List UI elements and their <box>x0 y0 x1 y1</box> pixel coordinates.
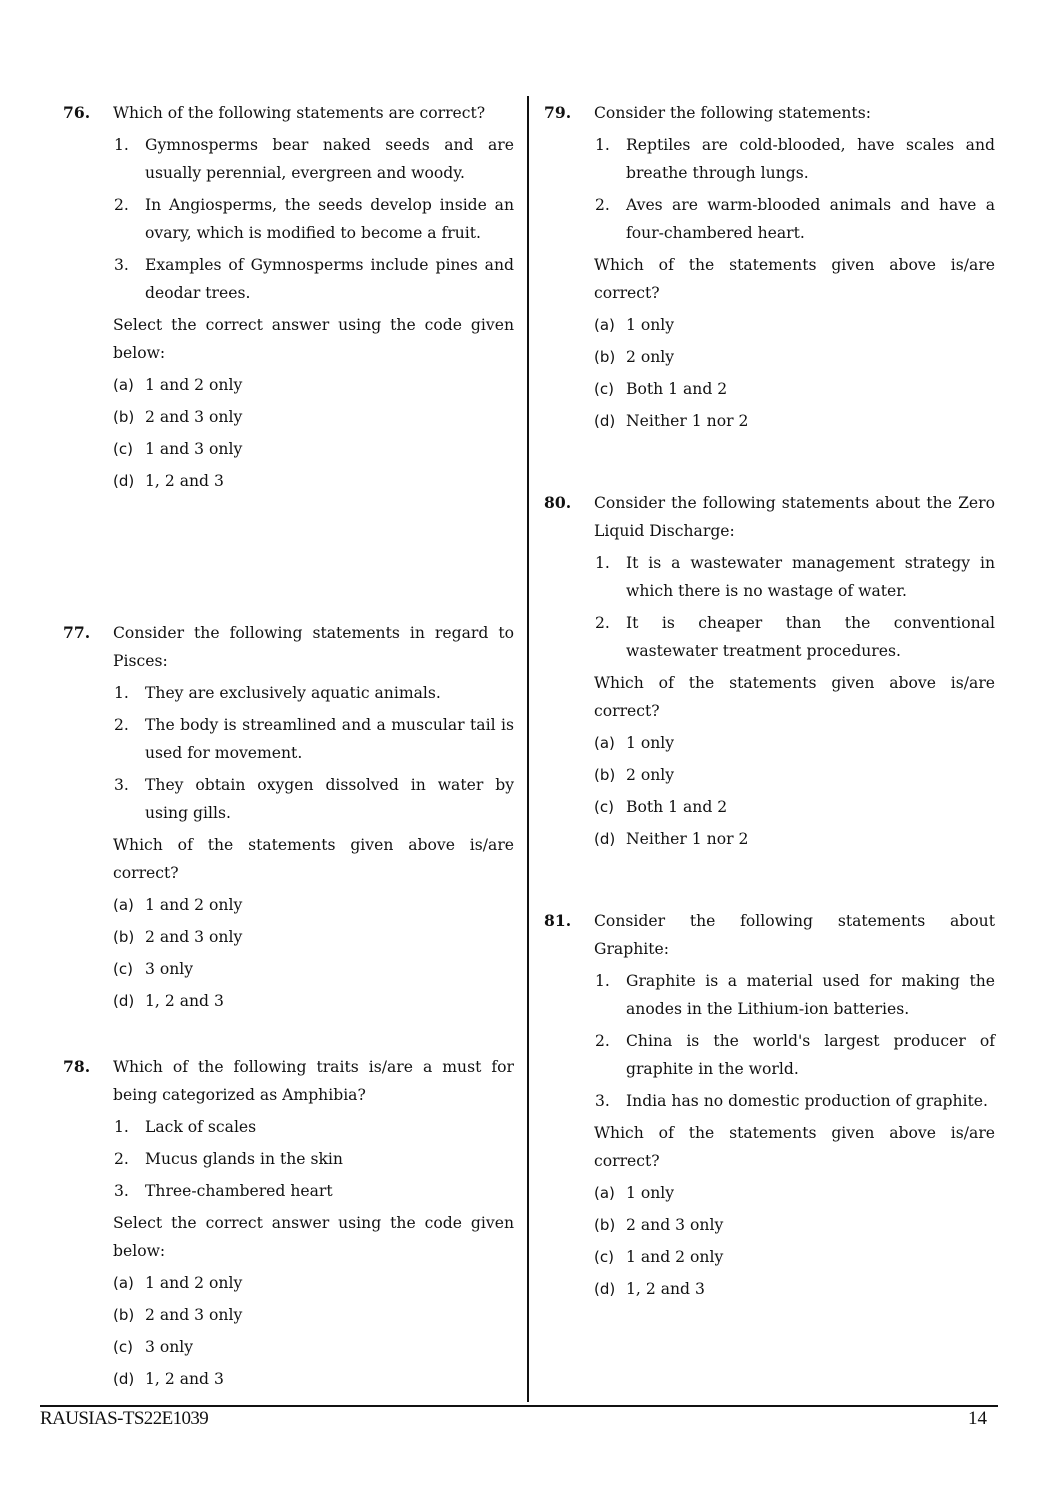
answer-option <box>113 1269 514 1297</box>
statement-item <box>594 1027 995 1083</box>
question-stem: Consider the following statements about Graphite: <box>594 912 995 958</box>
statement-item <box>113 131 514 187</box>
option-label: (b) <box>594 348 616 366</box>
statement-item <box>113 1113 514 1141</box>
statement-number: 2. <box>114 1150 129 1168</box>
question-instruction: Which of the statements given above is/are correct? <box>594 674 995 720</box>
question-body <box>113 1053 514 1393</box>
statement-text: Reptiles are cold-blooded, have scales and breathe through lungs. <box>626 136 995 182</box>
question-number: 78. <box>63 1057 91 1076</box>
answer-option <box>113 403 514 431</box>
column-divider <box>527 96 529 1402</box>
statement-number: 1. <box>114 684 129 702</box>
option-text: 2 only <box>626 348 675 366</box>
option-label: (a) <box>594 1184 615 1202</box>
option-label: (b) <box>113 928 135 946</box>
option-text: 2 and 3 only <box>626 1216 724 1234</box>
question-body <box>113 99 514 495</box>
statement-number: 2. <box>114 716 129 734</box>
statement-item <box>113 711 514 767</box>
option-label: (a) <box>594 316 615 334</box>
question-number: 77. <box>63 623 91 642</box>
option-label: (c) <box>113 440 133 458</box>
question-body <box>113 619 514 1015</box>
answer-option <box>594 407 995 435</box>
answer-option <box>594 1275 995 1303</box>
footer-code: RAUSIAS-TS22E1039 <box>40 1408 209 1429</box>
statement-item <box>113 1177 514 1205</box>
statement-item <box>113 191 514 247</box>
statement-text: Gymnosperms bear naked seeds and are usually perennial, evergreen and woody. <box>145 136 514 182</box>
answer-option <box>113 987 514 1015</box>
statement-number: 3. <box>114 1182 129 1200</box>
statement-text: Mucus glands in the skin <box>145 1150 343 1168</box>
answer-option <box>113 371 514 399</box>
statement-number: 1. <box>595 554 610 572</box>
question-77 <box>63 619 515 1019</box>
question-number: 81. <box>544 911 572 930</box>
statement-text: The body is streamlined and a muscular tail is used for movement. <box>145 716 514 762</box>
option-text: 1, 2 and 3 <box>145 472 224 490</box>
option-label: (c) <box>113 960 133 978</box>
option-label: (a) <box>113 1274 134 1292</box>
option-label: (d) <box>113 1370 135 1388</box>
question-stem: Which of the following statements are correct? <box>113 104 486 122</box>
statement-number: 1. <box>114 136 129 154</box>
statement-text: Aves are warm-blooded animals and have a four-chambered heart. <box>626 196 995 242</box>
option-label: (c) <box>594 798 614 816</box>
statement-number: 2. <box>595 614 610 632</box>
option-label: (b) <box>113 1306 135 1324</box>
option-label: (d) <box>113 472 135 490</box>
question-body <box>594 99 995 435</box>
statement-number: 1. <box>595 136 610 154</box>
option-text: Both 1 and 2 <box>626 380 728 398</box>
option-label: (d) <box>113 992 135 1010</box>
option-label: (c) <box>113 1338 133 1356</box>
answer-option <box>594 761 995 789</box>
option-label: (d) <box>594 830 616 848</box>
statement-text: Three-chambered heart <box>145 1182 333 1200</box>
option-text: 1 and 2 only <box>145 376 243 394</box>
answer-option <box>594 343 995 371</box>
option-label: (b) <box>113 408 135 426</box>
question-body <box>594 907 995 1303</box>
option-text: 1 and 3 only <box>145 440 243 458</box>
question-79 <box>544 99 996 439</box>
statement-number: 1. <box>114 1118 129 1136</box>
option-text: 2 and 3 only <box>145 1306 243 1324</box>
question-instruction: Which of the statements given above is/are correct? <box>594 256 995 302</box>
option-label: (d) <box>594 1280 616 1298</box>
option-text: 2 and 3 only <box>145 928 243 946</box>
answer-option <box>113 1333 514 1361</box>
question-stem: Consider the following statements about the Zero Liquid Discharge: <box>594 494 995 540</box>
statement-text: Graphite is a material used for making the anodes in the Lithium-ion batteries. <box>626 972 995 1018</box>
statement-number: 1. <box>595 972 610 990</box>
statement-text: They are exclusively aquatic animals. <box>145 684 441 702</box>
option-text: 2 and 3 only <box>145 408 243 426</box>
statement-text: China is the world's largest producer of graphite in the world. <box>626 1032 995 1078</box>
option-text: 1 only <box>626 316 675 334</box>
question-instruction: Which of the statements given above is/are correct? <box>594 1124 995 1170</box>
statement-item <box>594 131 995 187</box>
question-number: 76. <box>63 103 91 122</box>
question-instruction: Which of the statements given above is/are correct? <box>113 836 514 882</box>
answer-option <box>113 467 514 495</box>
statement-number: 2. <box>595 1032 610 1050</box>
question-80 <box>544 489 996 857</box>
answer-option <box>594 1179 995 1207</box>
option-text: Neither 1 nor 2 <box>626 412 749 430</box>
option-label: (c) <box>594 380 614 398</box>
option-text: 1 only <box>626 734 675 752</box>
option-label: (a) <box>594 734 615 752</box>
statement-item <box>594 967 995 1023</box>
question-76 <box>63 99 515 499</box>
statement-item <box>594 191 995 247</box>
page-number: 14 <box>968 1408 987 1429</box>
answer-option <box>594 1243 995 1271</box>
footer-rule <box>40 1405 998 1407</box>
statement-number: 3. <box>114 776 129 794</box>
option-label: (a) <box>113 376 134 394</box>
question-stem: Consider the following statements: <box>594 104 871 122</box>
statement-number: 3. <box>114 256 129 274</box>
option-text: 1, 2 and 3 <box>145 992 224 1010</box>
answer-option <box>594 311 995 339</box>
question-number: 79. <box>544 103 572 122</box>
answer-option <box>594 825 995 853</box>
statement-text: They obtain oxygen dissolved in water by using gills. <box>145 776 514 822</box>
option-text: 1, 2 and 3 <box>626 1280 705 1298</box>
statement-number: 2. <box>114 196 129 214</box>
option-text: 3 only <box>145 960 194 978</box>
statement-item <box>594 549 995 605</box>
question-body <box>594 489 995 853</box>
option-text: 3 only <box>145 1338 194 1356</box>
option-text: 1, 2 and 3 <box>145 1370 224 1388</box>
option-text: 1 and 2 only <box>145 896 243 914</box>
statement-item <box>113 1145 514 1173</box>
option-label: (b) <box>594 1216 616 1234</box>
option-label: (a) <box>113 896 134 914</box>
option-text: Neither 1 nor 2 <box>626 830 749 848</box>
statement-text: It is cheaper than the conventional wastewater treatment procedures. <box>626 614 995 660</box>
answer-option <box>594 375 995 403</box>
option-text: 1 and 2 only <box>626 1248 724 1266</box>
answer-option <box>594 793 995 821</box>
option-label: (b) <box>594 766 616 784</box>
statement-item <box>113 251 514 307</box>
answer-option <box>113 955 514 983</box>
question-81 <box>544 907 996 1307</box>
option-text: 1 and 2 only <box>145 1274 243 1292</box>
answer-option <box>594 1211 995 1239</box>
answer-option <box>113 435 514 463</box>
statement-number: 2. <box>595 196 610 214</box>
option-label: (c) <box>594 1248 614 1266</box>
statement-number: 3. <box>595 1092 610 1110</box>
statement-text: It is a wastewater management strategy in which there is no wastage of water. <box>626 554 995 600</box>
option-text: 2 only <box>626 766 675 784</box>
option-label: (d) <box>594 412 616 430</box>
statement-text: Lack of scales <box>145 1118 257 1136</box>
answer-option <box>113 1365 514 1393</box>
option-text: 1 only <box>626 1184 675 1202</box>
question-instruction: Select the correct answer using the code given below: <box>113 1214 514 1260</box>
answer-option <box>113 1301 514 1329</box>
statement-text: Examples of Gymnosperms include pines and deodar trees. <box>145 256 514 302</box>
answer-option <box>594 729 995 757</box>
question-instruction: Select the correct answer using the code given below: <box>113 316 514 362</box>
option-text: Both 1 and 2 <box>626 798 728 816</box>
statement-text: India has no domestic production of graphite. <box>626 1092 988 1110</box>
question-stem: Which of the following traits is/are a must for being categorized as Amphibia? <box>113 1058 514 1104</box>
answer-option <box>113 923 514 951</box>
question-stem: Consider the following statements in regard to Pisces: <box>113 624 514 670</box>
answer-option <box>113 891 514 919</box>
question-number: 80. <box>544 493 572 512</box>
statement-item <box>594 609 995 665</box>
statement-item <box>594 1087 995 1115</box>
statement-item <box>113 679 514 707</box>
statement-text: In Angiosperms, the seeds develop inside an ovary, which is modified to become a fruit. <box>145 196 514 242</box>
question-78 <box>63 1053 515 1397</box>
statement-item <box>113 771 514 827</box>
